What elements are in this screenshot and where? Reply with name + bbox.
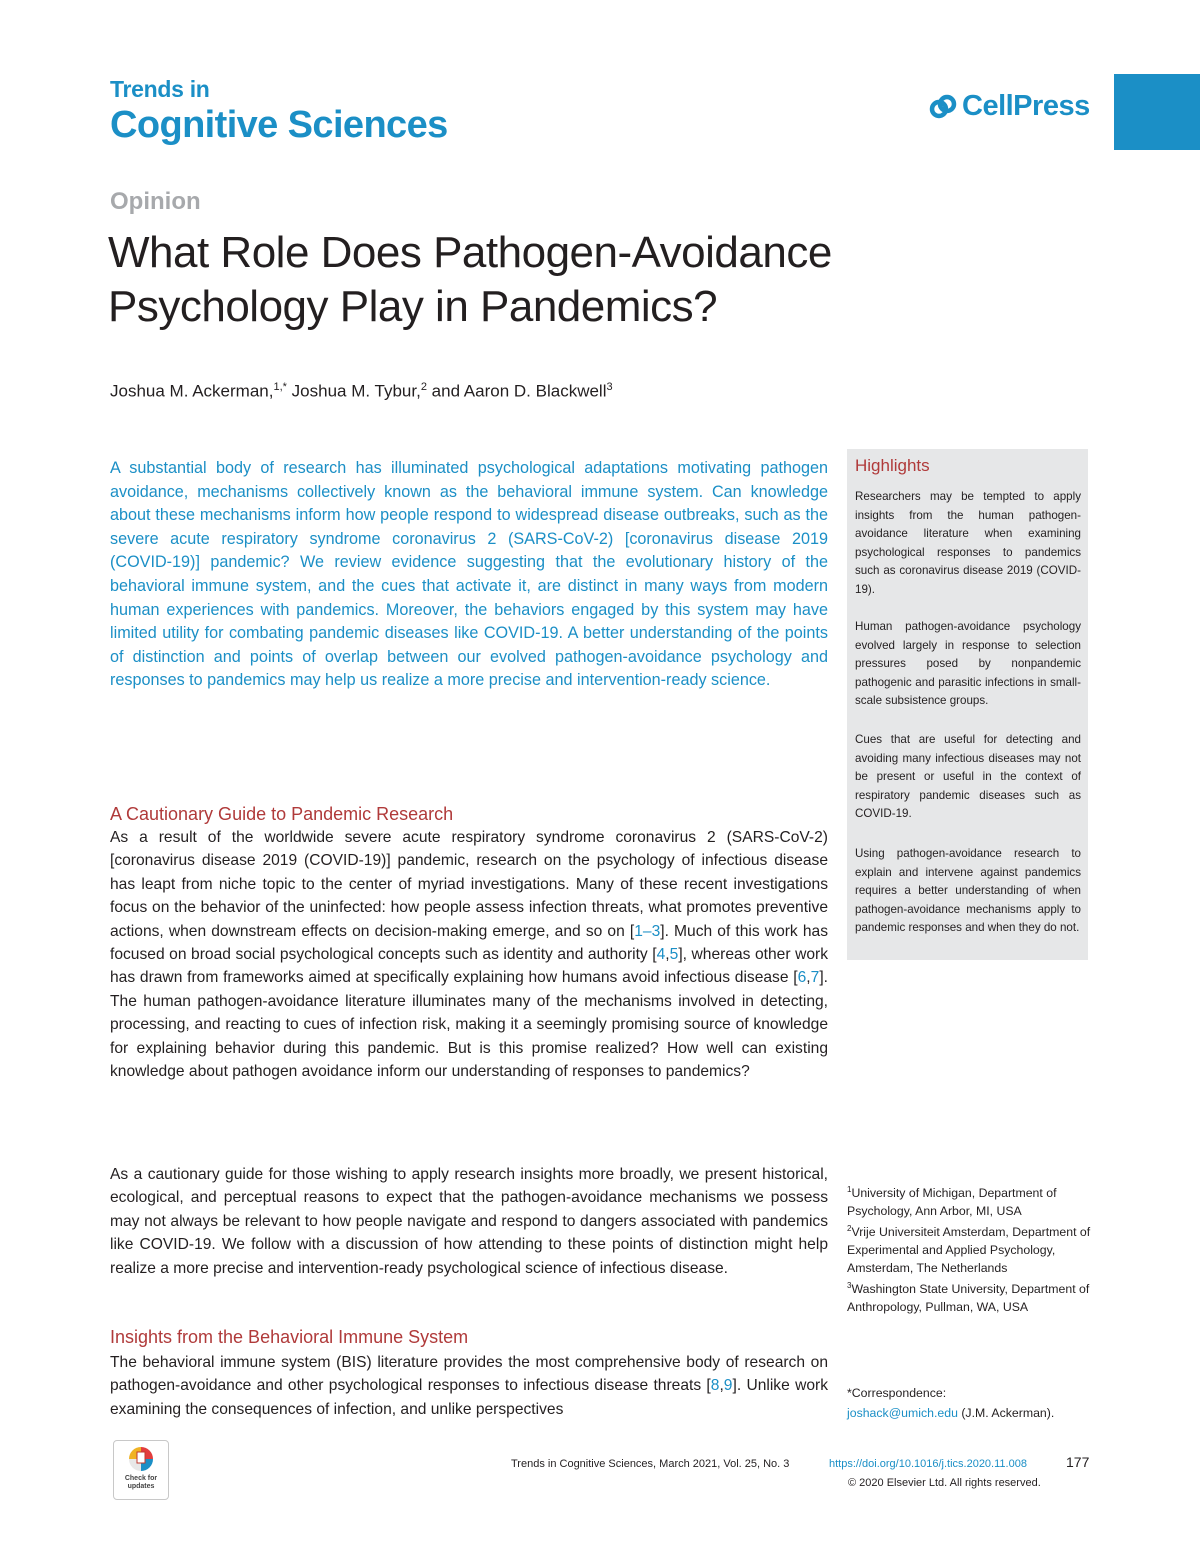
journal-name-line2: Cognitive Sciences xyxy=(110,104,448,146)
correspondence xyxy=(847,1383,1097,1423)
affiliations xyxy=(847,1181,1097,1316)
check-for-updates-icon xyxy=(114,1441,168,1475)
author-affiliation-mark: 3 xyxy=(606,381,613,393)
citation-link[interactable]: 1–3 xyxy=(634,922,661,940)
abstract: A substantial body of research has illuminated psychological adaptations motivating pathogen avoidance, mechanisms collectively known as the behavioral immune system. Can knowledge about these mechanisms inform how people respond to widespread disease outbreaks, such as the severe acute respiratory syndrome coronavirus 2 (SARS-CoV-2) [coronavirus disease 2019 (COVID-19)] pandemic? We review evidence suggesting that the evolutionary history of the behavioral immune system, and the cues that activate it, are distinct in many ways from modern human experiences with pandemics. Moreover, the behaviors engaged by this system may have limited utility for combating pandemic diseases like COVID-19. A better understanding of the points of distinction and points of overlap between our evolved pathogen-avoidance psychology and responses to pandemics may help us realize a more precise and intervention-ready science. xyxy=(110,459,828,690)
citation-link[interactable]: 4 xyxy=(656,946,666,964)
publisher-name: CellPress xyxy=(962,90,1090,122)
citation-link[interactable]: 7 xyxy=(810,969,820,987)
affiliation: $^2$Vrije Universiteit Amsterdam, Department of Experimental and Applied Psychology, Amsterdam, The Netherlands xyxy=(847,1224,1091,1276)
author-name: Joshua M. Ackerman, xyxy=(110,381,274,401)
copyright: © 2020 Elsevier Ltd. All rights reserved. xyxy=(848,1477,1041,1489)
highlight-item: Human pathogen-avoidance psychology evolved largely in response to selection pressures posed by nonpandemic pathogenic and parasitic infections in small-scale subsistence groups. xyxy=(855,620,1081,708)
body-paragraph: As a result of the worldwide severe acute respiratory syndrome coronavirus 2 (SARS-CoV-2) [coronavirus disease 2019 (COVID-19)] pandemic, research on the psychology of infectious disease has leapt from niche topic to the center of myriad investigations. Many of these recent investigations focus on the behavior of the uninfected: how people assess infection threats, what promotes preventive actions, when downstream effects on decision-making emerge, and so on [1–3]. Much of this work has focused on broad social psychological concepts such as identity and authority [4,5], whereas other work has drawn from frameworks aimed at specifically explaining how humans avoid infectious disease [6,7]. The human pathogen-avoidance literature illuminates many of the mechanisms involved in detecting, processing, and reacting to cues of infection risk, making it a seemingly promising source of knowledge for explaining behavior during this pandemic. But is this promise realized? How well can existing knowledge about pathogen avoidance inform our understanding of responses to pandemics? xyxy=(110,829,829,1081)
check-for-updates-badge[interactable] xyxy=(113,1440,169,1500)
page-number: 177 xyxy=(1066,1454,1090,1470)
affiliation: $^1$University of Michigan, Department of Psychology, Ann Arbor, MI, USA xyxy=(847,1185,1057,1219)
journal-name-line1: Trends in xyxy=(110,76,210,102)
body-paragraph: As a cautionary guide for those wishing to apply research insights more broadly, we present historical, ecological, and perceptual reasons to expect that the pathogen-avoidance mechanisms we possess may not always be relevant to how people navigate and respond to dangers associated with pandemics like COVID-19. We follow with a discussion of how attending to these points of distinction might help realize a more precise and intervention-ready psychological science of infectious disease. xyxy=(110,1166,828,1277)
author-affiliation-mark: 1,* xyxy=(273,381,287,393)
author-list xyxy=(110,381,613,402)
author-affiliation-mark: 2 xyxy=(420,381,427,393)
highlight-item: Cues that are useful for detecting and avoiding many infectious diseases may not be present or useful in the context of respiratory pandemic diseases such as COVID-19. xyxy=(855,733,1081,821)
correspondence-label: *Correspondence: xyxy=(847,1386,947,1400)
author-name: and Aaron D. Blackwell xyxy=(426,381,607,401)
section-heading: Insights from the Behavioral Immune System xyxy=(110,1327,469,1347)
article-type: Opinion xyxy=(110,188,201,215)
citation-link[interactable]: 6 xyxy=(797,969,807,987)
highlight-item: Researchers may be tempted to apply insights from the human pathogen-avoidance literature when examining psychological responses to pandemics such as coronavirus disease 2019 (COVID-19). xyxy=(855,490,1081,596)
footer-citation: Trends in Cognitive Sciences, March 2021, Vol. 25, No. 3 xyxy=(511,1458,790,1470)
journal-color-tab xyxy=(1114,74,1200,150)
section-heading: A Cautionary Guide to Pandemic Research xyxy=(110,804,454,824)
citation-link[interactable]: 8 xyxy=(710,1377,720,1395)
highlight-item: Using pathogen-avoidance research to explain and intervene against pandemics requires a better understanding of when pathogen-avoidance mechanisms apply to pandemic responses and when they do not. xyxy=(855,847,1081,935)
citation-link[interactable]: 9 xyxy=(723,1377,733,1395)
article-title: What Role Does Pathogen-Avoidance Psychology Play in Pandemics? xyxy=(108,228,832,331)
correspondence-name: (J.M. Ackerman). xyxy=(957,1406,1055,1420)
highlights-title: Highlights xyxy=(855,456,930,475)
doi-link[interactable]: https://doi.org/10.1016/j.tics.2020.11.008 xyxy=(829,1458,1027,1470)
cellpress-icon xyxy=(928,92,958,122)
publisher-logo[interactable] xyxy=(928,90,1090,123)
affiliation: $^3$Washington State University, Department of Anthropology, Pullman, WA, USA xyxy=(847,1281,1090,1315)
correspondence-email-link[interactable]: joshack@umich.edu xyxy=(847,1406,958,1420)
check-for-updates-label: Check for updates xyxy=(124,1475,158,1490)
body-paragraph: The behavioral immune system (BIS) literature provides the most comprehensive body of research on pathogen-avoidance and other psychological responses to infectious disease threats [8,9]. Unlike work examining the consequences of infection, and unlike perspectives xyxy=(110,1354,828,1418)
author-name: Joshua M. Tybur, xyxy=(286,381,421,401)
citation-link[interactable]: 5 xyxy=(669,946,679,964)
